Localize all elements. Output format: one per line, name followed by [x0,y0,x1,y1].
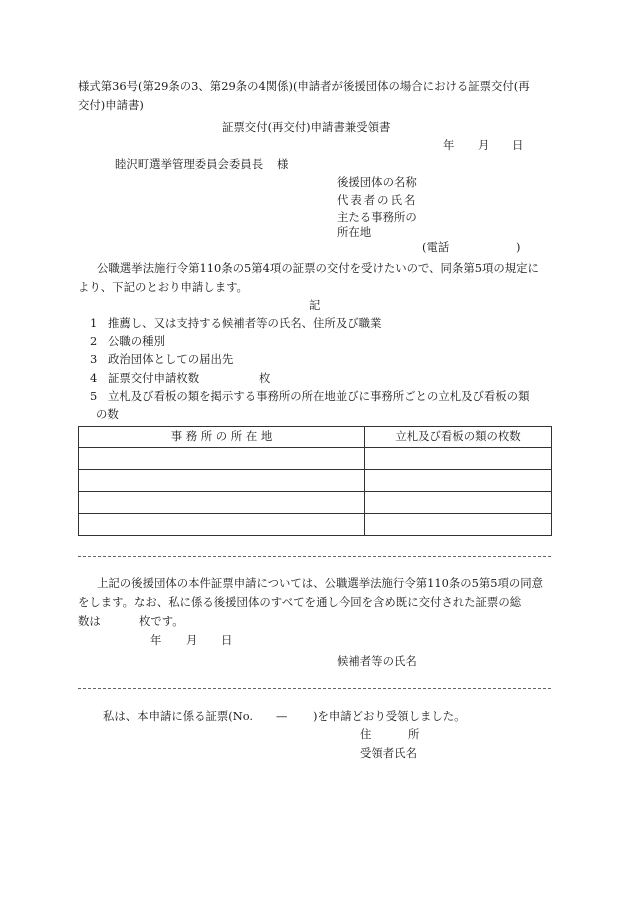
office-sign-table [78,426,552,536]
item-5-text: 立札及び看板の類を掲示する事務所の所在地並びに事務所ごとの立札及び看板の類 [108,389,530,403]
addressee-honorific: 様 [277,157,289,171]
receipt-text-b: )を申請どおり受領しました。 [313,709,466,723]
item-3-num: 3 [90,352,98,366]
office-label-line1: 主たる事務所の [337,210,417,224]
table-row [79,492,552,514]
date-year: 年 [443,138,455,152]
divider-line [78,688,551,689]
body-line1: 公職選挙法施行令第110条の5第4項の証票の交付を受けたいので、同条第5項の規定に [97,261,539,275]
office-address-cell[interactable] [79,492,365,514]
sign-count-cell[interactable] [365,448,552,470]
form-header-line1: 様式第36号(第29条の3、第29条の4関係)(申請者が後援団体の場合における証票交付(再 [78,79,530,93]
addressee: 睦沢町選挙管理委員会委員長 [115,157,264,171]
table-row [79,514,552,536]
consent-line2: をします。なお、私に係る後援団体のすべてを通し今回を含め既に交付された証票の総 [78,595,522,609]
consent-line3-b: 枚です。 [139,614,184,628]
item-2-num: 2 [90,334,98,348]
receipt-dash: — [276,709,288,723]
applicant-name-label: 後援団体の名称 [337,175,417,189]
date-month: 月 [478,138,490,152]
sign-count-cell[interactable] [365,514,552,536]
receipt-address-label-b: 所 [408,727,420,741]
item-5-cont: の数 [96,407,119,421]
office-address-cell[interactable] [79,470,365,492]
body-line2: より、下記のとおり申請します。 [78,280,248,294]
item-5-num: 5 [90,389,98,403]
header-sign-count: 立札及び看板の類の枚数 [365,427,552,448]
consent-line3-a: 数は [78,614,101,628]
receipt-address-label-a: 住 [360,727,372,741]
receipt-text-a: 私は、本申請に係る証票(No. [103,709,253,723]
item-1-text: 推薦し、又は支持する候補者等の氏名、住所及び職業 [108,316,382,330]
table-row [79,448,552,470]
phone-close: ) [516,240,521,254]
sign-count-cell[interactable] [365,492,552,514]
phone-label: (電話 [422,240,450,254]
receiver-name-label: 受領者氏名 [360,746,417,760]
representative-label: 代表者の氏名 [337,193,418,207]
office-address-cell[interactable] [79,448,365,470]
item-2-text: 公職の種別 [108,334,165,348]
item-4-num: 4 [90,371,98,385]
item-4-text: 証票交付申請枚数 [108,371,200,385]
form-title: 証票交付(再交付)申請書兼受領書 [222,120,391,134]
office-label-line2: 所在地 [337,225,372,239]
item-3-text: 政治団体としての届出先 [108,352,234,366]
consent-date-year: 年 [150,633,162,647]
header-office-address: 事 務 所 の 所 在 地 [79,427,365,448]
table-header-row [79,427,552,448]
sign-count-cell[interactable] [365,470,552,492]
ki-label: 記 [309,298,321,312]
item-1-num: 1 [90,316,98,330]
consent-date-day: 日 [221,633,233,647]
form-header-line2: 交付)申請書) [78,98,144,112]
candidate-name-label: 候補者等の氏名 [337,654,417,668]
consent-line1: 上記の後援団体の本件証票申請については、公職選挙法施行令第110条の5第5項の同意 [97,576,544,590]
date-day: 日 [512,138,524,152]
table-row [79,470,552,492]
item-4-unit: 枚 [259,371,271,385]
office-address-cell[interactable] [79,514,365,536]
consent-date-month: 月 [186,633,198,647]
divider-line [78,556,551,557]
